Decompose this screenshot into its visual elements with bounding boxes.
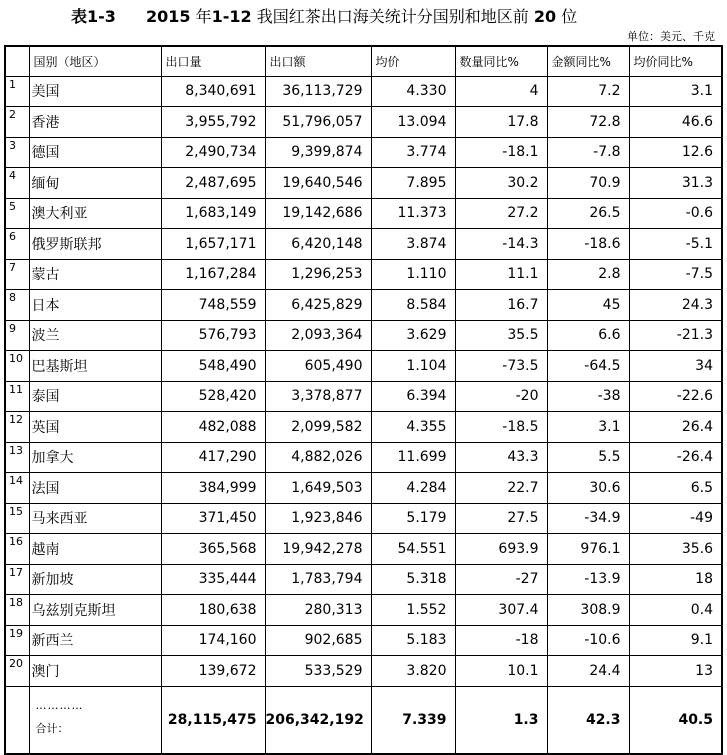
table-title bbox=[0, 2, 727, 26]
row-price-yoy: -21.3 bbox=[629, 320, 722, 351]
row-country: 乌兹别克斯坦 bbox=[29, 595, 161, 626]
row-amt-yoy: -7.8 bbox=[547, 137, 629, 168]
row-qty-yoy: 16.7 bbox=[455, 290, 547, 321]
row-amount: 19,640,546 bbox=[265, 168, 371, 199]
row-country: 加拿大 bbox=[29, 442, 161, 473]
row-qty-yoy: 693.9 bbox=[455, 534, 547, 565]
row-qty: 384,999 bbox=[161, 473, 265, 504]
row-price-yoy: 6.5 bbox=[629, 473, 722, 504]
row-qty: 482,088 bbox=[161, 412, 265, 443]
row-qty: 139,672 bbox=[161, 656, 265, 687]
header-price: 均价 bbox=[371, 46, 455, 76]
row-country: 澳门 bbox=[29, 656, 161, 687]
header-index bbox=[5, 46, 29, 76]
row-index: 7 bbox=[5, 259, 29, 290]
total-amount: 206,342,192 bbox=[265, 686, 371, 754]
row-amount: 3,378,877 bbox=[265, 381, 371, 412]
row-amount: 19,942,278 bbox=[265, 534, 371, 565]
row-price-yoy: -5.1 bbox=[629, 229, 722, 260]
row-index: 3 bbox=[5, 137, 29, 168]
row-qty-yoy: 22.7 bbox=[455, 473, 547, 504]
total-qty-yoy: 1.3 bbox=[455, 686, 547, 754]
row-qty-yoy: 11.1 bbox=[455, 259, 547, 290]
row-amt-yoy: 72.8 bbox=[547, 107, 629, 138]
row-price: 11.699 bbox=[371, 442, 455, 473]
row-index: 2 bbox=[5, 107, 29, 138]
row-price: 3.874 bbox=[371, 229, 455, 260]
row-amount: 533,529 bbox=[265, 656, 371, 687]
row-country: 越南 bbox=[29, 534, 161, 565]
row-amount: 2,093,364 bbox=[265, 320, 371, 351]
row-qty-yoy: 4 bbox=[455, 76, 547, 107]
row-price-yoy: -26.4 bbox=[629, 442, 722, 473]
row-price: 1.104 bbox=[371, 351, 455, 382]
row-amount: 1,649,503 bbox=[265, 473, 371, 504]
row-qty-yoy: 17.8 bbox=[455, 107, 547, 138]
table-number: 表1-3 bbox=[71, 7, 116, 26]
row-qty: 2,490,734 bbox=[161, 137, 265, 168]
row-index: 15 bbox=[5, 503, 29, 534]
row-index: 14 bbox=[5, 473, 29, 504]
row-qty: 548,490 bbox=[161, 351, 265, 382]
table-row bbox=[5, 442, 722, 473]
total-qty: 28,115,475 bbox=[161, 686, 265, 754]
table-row bbox=[5, 473, 722, 504]
row-country: 俄罗斯联邦 bbox=[29, 229, 161, 260]
row-index: 17 bbox=[5, 564, 29, 595]
row-amt-yoy: -34.9 bbox=[547, 503, 629, 534]
table-row bbox=[5, 381, 722, 412]
row-country: 澳大利亚 bbox=[29, 198, 161, 229]
table-row bbox=[5, 107, 722, 138]
total-dots: ………… bbox=[35, 698, 84, 712]
title-range: 1-12 bbox=[211, 7, 252, 26]
table-row bbox=[5, 412, 722, 443]
row-amount: 1,923,846 bbox=[265, 503, 371, 534]
row-qty: 180,638 bbox=[161, 595, 265, 626]
total-label-cell bbox=[29, 686, 161, 754]
row-price-yoy: 35.6 bbox=[629, 534, 722, 565]
row-price: 1.110 bbox=[371, 259, 455, 290]
row-country: 马来西亚 bbox=[29, 503, 161, 534]
title-end: 位 bbox=[556, 7, 578, 26]
row-amt-yoy: -13.9 bbox=[547, 564, 629, 595]
table-row bbox=[5, 76, 722, 107]
row-price-yoy: -0.6 bbox=[629, 198, 722, 229]
row-price: 7.895 bbox=[371, 168, 455, 199]
row-index: 16 bbox=[5, 534, 29, 565]
row-qty: 1,657,171 bbox=[161, 229, 265, 260]
row-price-yoy: 31.3 bbox=[629, 168, 722, 199]
row-qty-yoy: -18 bbox=[455, 625, 547, 656]
row-country: 蒙古 bbox=[29, 259, 161, 290]
row-price-yoy: -49 bbox=[629, 503, 722, 534]
row-price-yoy: -22.6 bbox=[629, 381, 722, 412]
row-amount: 6,425,829 bbox=[265, 290, 371, 321]
header-amount: 出口额 bbox=[265, 46, 371, 76]
row-price-yoy: 12.6 bbox=[629, 137, 722, 168]
row-country: 德国 bbox=[29, 137, 161, 168]
row-index: 5 bbox=[5, 198, 29, 229]
row-country: 新加坡 bbox=[29, 564, 161, 595]
row-qty-yoy: -18.5 bbox=[455, 412, 547, 443]
row-index: 19 bbox=[5, 625, 29, 656]
row-qty-yoy: 307.4 bbox=[455, 595, 547, 626]
header-country: 国别（地区） bbox=[29, 46, 161, 76]
row-index: 4 bbox=[5, 168, 29, 199]
total-amt-yoy: 42.3 bbox=[547, 686, 629, 754]
total-price-yoy: 40.5 bbox=[629, 686, 722, 754]
row-price: 4.284 bbox=[371, 473, 455, 504]
row-price: 54.551 bbox=[371, 534, 455, 565]
row-country: 巴基斯坦 bbox=[29, 351, 161, 382]
row-amt-yoy: 45 bbox=[547, 290, 629, 321]
row-qty: 576,793 bbox=[161, 320, 265, 351]
row-price: 5.318 bbox=[371, 564, 455, 595]
row-amt-yoy: 2.8 bbox=[547, 259, 629, 290]
row-qty: 8,340,691 bbox=[161, 76, 265, 107]
row-price: 8.584 bbox=[371, 290, 455, 321]
row-amt-yoy: 26.5 bbox=[547, 198, 629, 229]
row-qty-yoy: 27.2 bbox=[455, 198, 547, 229]
row-qty-yoy: -18.1 bbox=[455, 137, 547, 168]
row-qty: 3,955,792 bbox=[161, 107, 265, 138]
row-amount: 4,882,026 bbox=[265, 442, 371, 473]
table-row bbox=[5, 656, 722, 687]
row-index: 20 bbox=[5, 656, 29, 687]
row-index: 6 bbox=[5, 229, 29, 260]
row-qty: 174,160 bbox=[161, 625, 265, 656]
row-amount: 51,796,057 bbox=[265, 107, 371, 138]
row-amount: 1,783,794 bbox=[265, 564, 371, 595]
title-text: 我国红茶出口海关统计分国别和地区前 bbox=[251, 7, 534, 26]
row-qty: 748,559 bbox=[161, 290, 265, 321]
row-amount: 1,296,253 bbox=[265, 259, 371, 290]
header-qty: 出口量 bbox=[161, 46, 265, 76]
row-qty-yoy: -73.5 bbox=[455, 351, 547, 382]
row-amount: 605,490 bbox=[265, 351, 371, 382]
row-index: 10 bbox=[5, 351, 29, 382]
row-price-yoy: 24.3 bbox=[629, 290, 722, 321]
total-row bbox=[5, 686, 722, 754]
row-price-yoy: 46.6 bbox=[629, 107, 722, 138]
row-price: 4.330 bbox=[371, 76, 455, 107]
unit-note: 单位：美元、千克 bbox=[627, 30, 715, 43]
row-price-yoy: 34 bbox=[629, 351, 722, 382]
table-row bbox=[5, 259, 722, 290]
row-qty-yoy: 30.2 bbox=[455, 168, 547, 199]
header-qty-yoy: 数量同比% bbox=[455, 46, 547, 76]
row-price: 13.094 bbox=[371, 107, 455, 138]
total-index bbox=[5, 686, 29, 754]
table-row bbox=[5, 625, 722, 656]
row-amt-yoy: 976.1 bbox=[547, 534, 629, 565]
row-amt-yoy: -18.6 bbox=[547, 229, 629, 260]
row-index: 18 bbox=[5, 595, 29, 626]
row-qty: 417,290 bbox=[161, 442, 265, 473]
row-qty: 335,444 bbox=[161, 564, 265, 595]
row-price: 5.179 bbox=[371, 503, 455, 534]
row-price-yoy: 18 bbox=[629, 564, 722, 595]
row-amt-yoy: 3.1 bbox=[547, 412, 629, 443]
table-row bbox=[5, 534, 722, 565]
row-price: 11.373 bbox=[371, 198, 455, 229]
row-country: 日本 bbox=[29, 290, 161, 321]
row-amt-yoy: 24.4 bbox=[547, 656, 629, 687]
table-row bbox=[5, 595, 722, 626]
row-qty: 2,487,695 bbox=[161, 168, 265, 199]
table-row bbox=[5, 351, 722, 382]
row-price-yoy: 13 bbox=[629, 656, 722, 687]
title-count: 20 bbox=[533, 7, 557, 26]
row-price: 3.820 bbox=[371, 656, 455, 687]
table-caption bbox=[146, 4, 577, 27]
total-label: 合计： bbox=[35, 721, 69, 735]
table-row bbox=[5, 320, 722, 351]
row-country: 英国 bbox=[29, 412, 161, 443]
row-price: 3.774 bbox=[371, 137, 455, 168]
table-row bbox=[5, 290, 722, 321]
table-row bbox=[5, 564, 722, 595]
table-row bbox=[5, 168, 722, 199]
row-index: 8 bbox=[5, 290, 29, 321]
row-country: 泰国 bbox=[29, 381, 161, 412]
row-amt-yoy: 308.9 bbox=[547, 595, 629, 626]
row-price-yoy: 26.4 bbox=[629, 412, 722, 443]
row-country: 波兰 bbox=[29, 320, 161, 351]
row-index: 1 bbox=[5, 76, 29, 107]
row-price-yoy: 3.1 bbox=[629, 76, 722, 107]
row-amt-yoy: -10.6 bbox=[547, 625, 629, 656]
row-price: 6.394 bbox=[371, 381, 455, 412]
title-mid: 年 bbox=[190, 7, 212, 26]
export-table bbox=[4, 45, 723, 755]
row-amount: 2,099,582 bbox=[265, 412, 371, 443]
row-country: 缅甸 bbox=[29, 168, 161, 199]
table-row bbox=[5, 198, 722, 229]
row-qty: 371,450 bbox=[161, 503, 265, 534]
table-row bbox=[5, 229, 722, 260]
row-price: 5.183 bbox=[371, 625, 455, 656]
row-qty: 1,683,149 bbox=[161, 198, 265, 229]
row-qty-yoy: -20 bbox=[455, 381, 547, 412]
row-amt-yoy: 6.6 bbox=[547, 320, 629, 351]
header-price-yoy: 均价同比% bbox=[629, 46, 722, 76]
table-row bbox=[5, 503, 722, 534]
row-amount: 902,685 bbox=[265, 625, 371, 656]
table-row bbox=[5, 137, 722, 168]
row-amt-yoy: 5.5 bbox=[547, 442, 629, 473]
row-country: 香港 bbox=[29, 107, 161, 138]
row-price: 4.355 bbox=[371, 412, 455, 443]
title-year: 2015 bbox=[146, 7, 191, 26]
row-index: 9 bbox=[5, 320, 29, 351]
row-qty-yoy: 10.1 bbox=[455, 656, 547, 687]
header-amt-yoy: 金额同比% bbox=[547, 46, 629, 76]
row-amount: 19,142,686 bbox=[265, 198, 371, 229]
row-country: 法国 bbox=[29, 473, 161, 504]
row-qty: 528,420 bbox=[161, 381, 265, 412]
row-index: 11 bbox=[5, 381, 29, 412]
row-price-yoy: 9.1 bbox=[629, 625, 722, 656]
row-amt-yoy: 70.9 bbox=[547, 168, 629, 199]
row-qty-yoy: -27 bbox=[455, 564, 547, 595]
total-price: 7.339 bbox=[371, 686, 455, 754]
row-country: 美国 bbox=[29, 76, 161, 107]
row-amt-yoy: -64.5 bbox=[547, 351, 629, 382]
row-qty: 1,167,284 bbox=[161, 259, 265, 290]
row-amount: 36,113,729 bbox=[265, 76, 371, 107]
row-amount: 280,313 bbox=[265, 595, 371, 626]
row-qty-yoy: 43.3 bbox=[455, 442, 547, 473]
row-amount: 9,399,874 bbox=[265, 137, 371, 168]
row-price: 3.629 bbox=[371, 320, 455, 351]
row-amt-yoy: 7.2 bbox=[547, 76, 629, 107]
row-index: 13 bbox=[5, 442, 29, 473]
row-qty-yoy: 35.5 bbox=[455, 320, 547, 351]
row-price-yoy: 0.4 bbox=[629, 595, 722, 626]
row-qty-yoy: 27.5 bbox=[455, 503, 547, 534]
row-amount: 6,420,148 bbox=[265, 229, 371, 260]
row-country: 新西兰 bbox=[29, 625, 161, 656]
row-price: 1.552 bbox=[371, 595, 455, 626]
header-row bbox=[5, 46, 722, 76]
row-index: 12 bbox=[5, 412, 29, 443]
row-price-yoy: -7.5 bbox=[629, 259, 722, 290]
row-amt-yoy: -38 bbox=[547, 381, 629, 412]
row-qty: 365,568 bbox=[161, 534, 265, 565]
row-qty-yoy: -14.3 bbox=[455, 229, 547, 260]
row-amt-yoy: 30.6 bbox=[547, 473, 629, 504]
